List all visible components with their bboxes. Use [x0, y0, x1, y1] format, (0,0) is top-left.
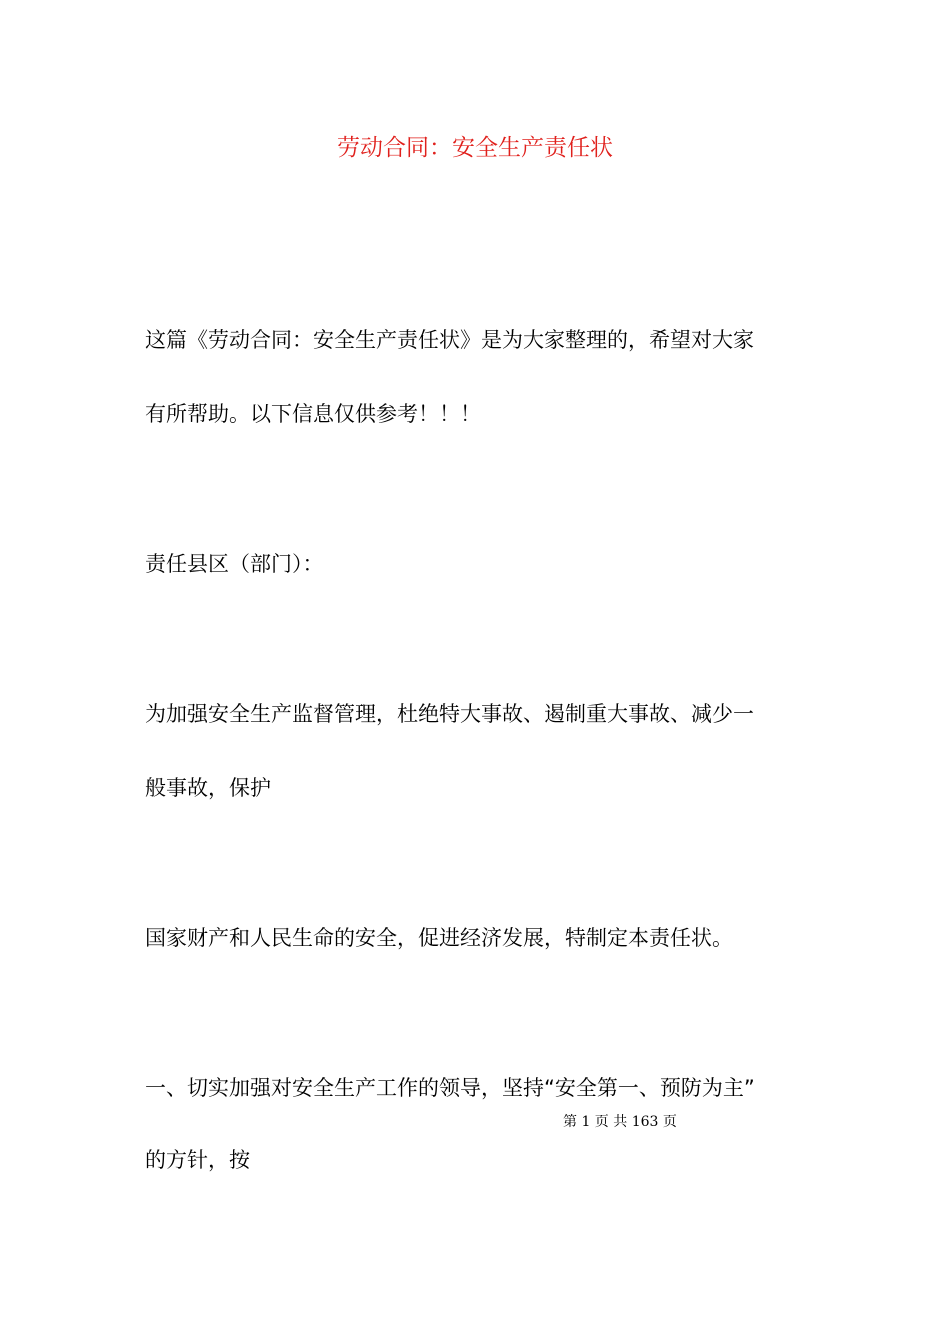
paragraph-purpose-line-1: 为加强安全生产监督管理，杜绝特大事故、遏制重大事故、减少一	[145, 702, 754, 726]
paragraph-purpose-line-3: 国家财产和人民生命的安全，促进经济发展，特制定本责任状。	[145, 926, 733, 950]
paragraph-clause-1-line-1: 一、切实加强对安全生产工作的领导，坚持“安全第一、预防为主”	[145, 1076, 755, 1100]
paragraph-responsible-district: 责任县区（部门）：	[145, 552, 324, 576]
paragraph-intro-line-1: 这篇《劳动合同：安全生产责任状》是为大家整理的，希望对大家	[145, 328, 754, 352]
paragraph-purpose-line-2: 般事故，保护	[145, 776, 271, 800]
document-title: 劳动合同：安全生产责任状	[337, 135, 613, 161]
paragraph-clause-1-line-2: 的方针，按	[145, 1148, 250, 1172]
paragraph-intro-line-2: 有所帮助。以下信息仅供参考！！！	[145, 402, 481, 426]
page-number-footer: 第 1 页 共 163 页	[563, 1114, 677, 1130]
